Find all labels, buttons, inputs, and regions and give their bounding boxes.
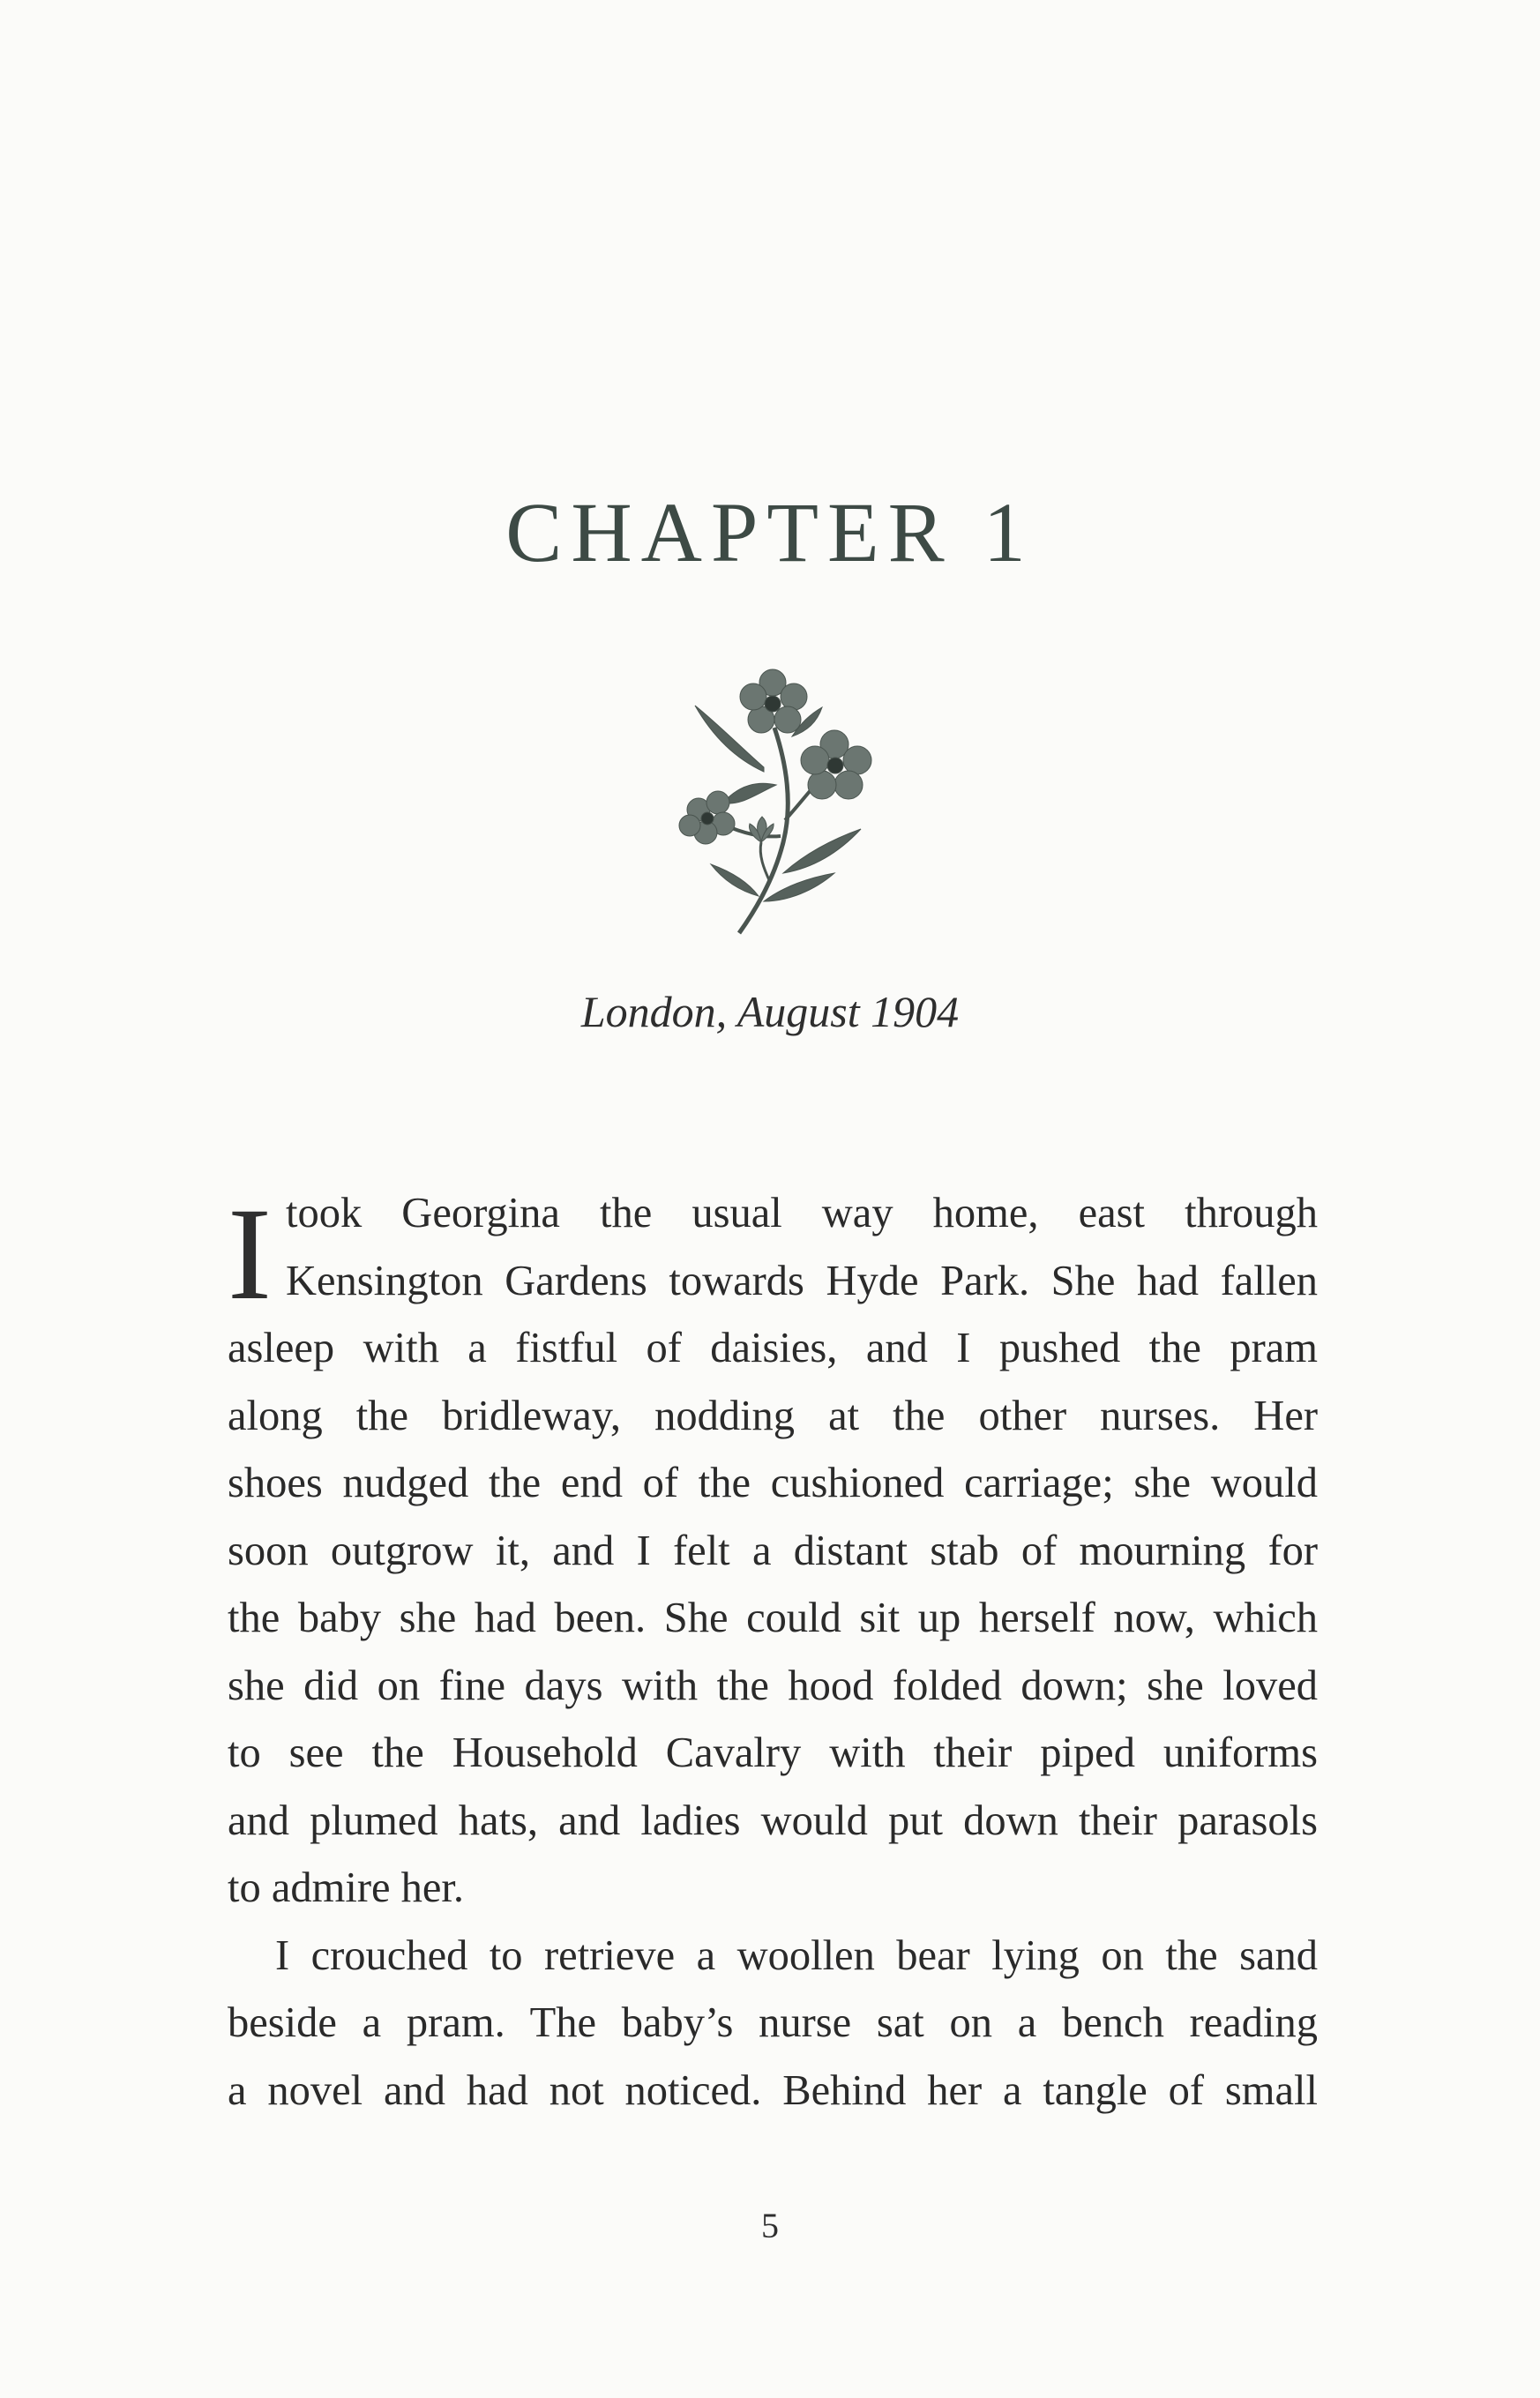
text-line: a novel and had not noticed. Behind her a tangle of small [228,2066,1318,2114]
text-line: to see the Household Cavalry with their piped uniforms [228,1729,1318,1776]
text-line: beside a pram. The baby’s nurse sat on a bench reading [228,1999,1318,2046]
chapter-body [228,1180,1318,2125]
text-line: soon outgrow it, and I felt a distant stab of mourning for [228,1527,1318,1574]
text-line: I crouched to retrieve a woollen bear lying on the sand [275,1931,1318,1979]
text-line: along the bridleway, nodding at the other nurses. Her [228,1392,1318,1439]
chapter-title: CHAPTER 1 [505,485,1035,579]
text-line: Kensington Gardens towards Hyde Park. She had fallen [286,1257,1318,1304]
chapter-dateline: London, August 1904 [580,987,960,1036]
text-line: she did on fine days with the hood folded down; she loved [228,1662,1318,1709]
text-line: the baby she had been. She could sit up herself now, which [228,1595,1318,1641]
text-line: to admire her. [228,1864,465,1911]
paragraph-1 [228,1180,1318,1923]
text-line: shoes nudged the end of the cushioned carriage; she would [228,1460,1318,1506]
flower-sprig-icon [660,653,889,944]
paragraph-2 [228,1923,1318,2125]
page-number: 5 [761,2206,779,2245]
text-line: and plumed hats, and ladies would put down their parasols [228,1797,1318,1844]
drop-cap: I [228,1181,272,1327]
text-line: asleep with a fistful of daisies, and I pushed the pram [228,1325,1318,1371]
text-line: took Georgina the usual way home, east through [286,1190,1318,1236]
